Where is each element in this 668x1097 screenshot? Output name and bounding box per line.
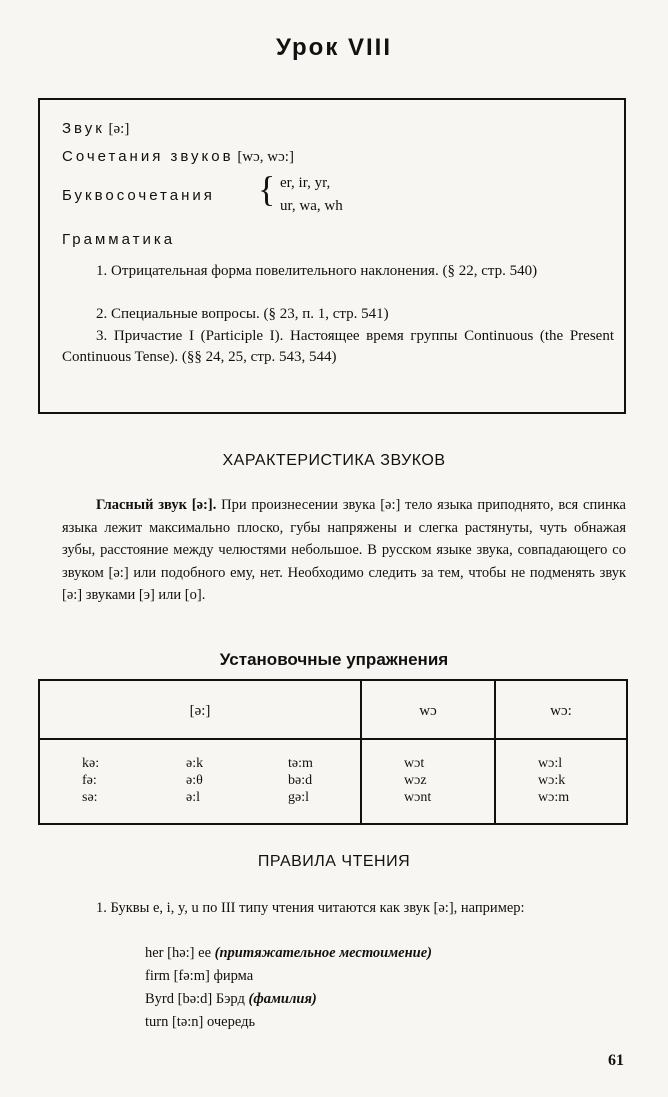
table-header-1: [ə:] <box>189 703 211 719</box>
sound-description <box>62 494 626 607</box>
table-cell-col2: ə:k ə:θ ə:l <box>186 756 204 805</box>
example-line-3 <box>145 991 317 1008</box>
table-divider-horizontal <box>40 738 626 740</box>
example-word-2: firm [fə:m] фирма <box>145 968 254 984</box>
letters-line-1: er, ir, yr, <box>280 175 331 191</box>
exercises-title: Установочные упражнения <box>219 650 449 669</box>
example-line-4 <box>145 1014 255 1031</box>
sound-section-heading: ХАРАКТЕРИСТИКА ЗВУКОВ <box>222 452 446 469</box>
curly-brace-icon: { <box>258 169 276 209</box>
combos-line <box>62 148 294 166</box>
exercises-table <box>38 679 628 825</box>
grammar-item-3: 3. Причастие I (Participle I). Настоящее время группы Continuous (the Present Continuous Tense). (§§ 24, 25, стр. 543, 544) <box>62 328 614 365</box>
sound-line <box>62 120 129 138</box>
table-header-2: wɔ <box>419 703 437 719</box>
example-word-3: Byrd [bə:d] Бэрд <box>145 991 245 1007</box>
grammar-item-2: 2. Специальные вопросы. (§ 23, п. 1, стр. 541) <box>96 306 389 322</box>
table-cell-col3: tə:m bə:d gə:l <box>288 756 313 805</box>
letters-line-2: ur, wa, wh <box>280 198 343 214</box>
table-cell-col1: kə: fə: sə: <box>82 756 100 805</box>
combos-value: [wɔ, wɔ:] <box>237 149 294 165</box>
lesson-title: Урок VIII <box>275 34 393 61</box>
letters-label: Буквосочетания <box>62 187 215 204</box>
table-header-3: wɔ: <box>550 703 572 719</box>
example-note-3: (фамилия) <box>248 991 317 1007</box>
sound-label: Звук <box>62 120 105 137</box>
example-word-1: her [hə:] ее <box>145 945 212 961</box>
grammar-item-1: 1. Отрицательная форма повелительного наклонения. (§ 22, стр. 540) <box>96 263 538 279</box>
table-cell-col4: wɔt wɔz wɔnt <box>404 756 432 805</box>
table-cell-col5: wɔ:l wɔ:k wɔ:m <box>538 756 570 805</box>
reading-rule-1: 1. Буквы e, i, y, u по III типу чтения читаются как звук [ə:], например: <box>96 900 525 916</box>
example-word-4: turn [tə:n] очередь <box>145 1014 256 1030</box>
example-note-1: (притяжательное местоимение) <box>214 945 432 961</box>
sound-lead: Гласный звук [ə:]. <box>96 497 217 513</box>
sound-text: При произнесении звука [ə:] тело языка приподнято, вся спинка языка лежит максимально плоско, губы напряжены и слегка растянуты, чуть обнажая зубы, расстояние между челюстями небольшое. В русском языке звука, совпадающего со звуком [ə:] или подобного ему, нет. Необходимо следить за тем, чтобы не подменять звук [ə:] звуками [э] или [о]. <box>62 497 626 603</box>
sound-value: [ə:] <box>108 121 130 137</box>
page-number: 61 <box>608 1052 624 1069</box>
example-line-1 <box>145 945 432 962</box>
example-line-2 <box>145 968 253 985</box>
grammar-label: Грамматика <box>62 231 176 248</box>
combos-label: Сочетания звуков <box>62 148 234 165</box>
reading-rules-heading: ПРАВИЛА ЧТЕНИЯ <box>257 853 411 870</box>
